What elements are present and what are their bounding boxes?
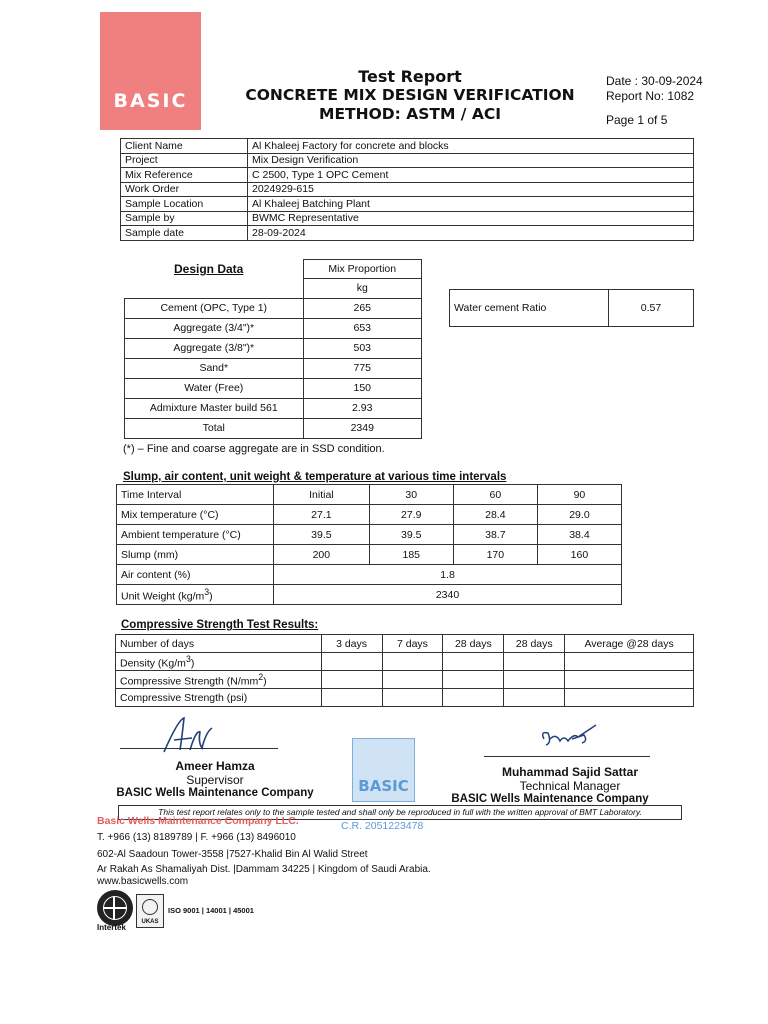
design-row bbox=[125, 358, 422, 378]
design-row bbox=[125, 418, 422, 438]
info-value: Al Khaleej Batching Plant bbox=[248, 197, 694, 212]
intertek-globe-icon bbox=[97, 890, 133, 926]
slump-table bbox=[116, 484, 622, 605]
design-row bbox=[125, 378, 422, 398]
air-content-value: 1.8 bbox=[274, 565, 622, 585]
client-info-table bbox=[120, 138, 694, 241]
slump-cell: 38.4 bbox=[537, 525, 621, 545]
report-date: Date : 30-09-2024 bbox=[606, 74, 703, 88]
slump-cell: 39.5 bbox=[274, 525, 370, 545]
info-row bbox=[121, 211, 694, 226]
info-row bbox=[121, 197, 694, 212]
slump-header-cell: Time Interval bbox=[117, 485, 274, 505]
design-row bbox=[125, 398, 422, 418]
ukas-label: UKAS bbox=[141, 919, 159, 925]
ukas-badge bbox=[136, 894, 164, 928]
left-signature-line bbox=[120, 748, 278, 749]
unit-weight-value: 2340 bbox=[274, 585, 622, 605]
technical-manager-company: BASIC Wells Maintenance Company bbox=[451, 793, 649, 805]
technical-manager-name: Muhammad Sajid Sattar bbox=[501, 765, 639, 779]
info-label: Project bbox=[121, 153, 248, 168]
wc-ratio-value: 0.57 bbox=[609, 290, 694, 327]
slump-section-title: Slump, air content, unit weight & temperature at various time intervals bbox=[123, 471, 507, 483]
design-label: Total bbox=[125, 418, 304, 438]
report-number: Report No: 1082 bbox=[606, 89, 695, 103]
design-row bbox=[125, 318, 422, 338]
logo-text: BASIC bbox=[113, 90, 188, 112]
compressive-header-row bbox=[116, 635, 694, 653]
slump-cell: 39.5 bbox=[369, 525, 453, 545]
slump-header-cell: 60 bbox=[453, 485, 537, 505]
slump-row-label: Ambient temperature (°C) bbox=[117, 525, 274, 545]
compressive-header-cell: Number of days bbox=[116, 635, 322, 653]
stamp-text: BASIC bbox=[358, 777, 409, 795]
report-method: METHOD: ASTM / ACI bbox=[319, 105, 501, 123]
slump-cell: 160 bbox=[537, 545, 621, 565]
technical-manager-signature bbox=[538, 719, 604, 753]
compressive-header-cell: 28 days bbox=[443, 635, 504, 653]
compressive-header-cell: 3 days bbox=[321, 635, 382, 653]
design-value: 2349 bbox=[303, 418, 422, 438]
slump-row bbox=[117, 505, 622, 525]
slump-cell: 185 bbox=[369, 545, 453, 565]
footer-address-1: 602-Al Saadoun Tower-3558 |7527-Khalid Bin Al Walid Street bbox=[97, 849, 368, 860]
company-stamp bbox=[352, 738, 415, 802]
slump-cell: 200 bbox=[274, 545, 370, 565]
intertek-label: Intertek bbox=[97, 923, 126, 932]
info-label: Mix Reference bbox=[121, 168, 248, 183]
info-row bbox=[121, 226, 694, 241]
slump-cell: 27.9 bbox=[369, 505, 453, 525]
slump-row-label: Mix temperature (°C) bbox=[117, 505, 274, 525]
ssd-note: (*) – Fine and coarse aggregate are in SSD condition. bbox=[123, 443, 385, 455]
design-label: Cement (OPC, Type 1) bbox=[125, 298, 304, 318]
info-value: Al Khaleej Factory for concrete and blocks bbox=[248, 139, 694, 154]
design-value: 775 bbox=[303, 358, 422, 378]
supervisor-name: Ameer Hamza bbox=[175, 759, 255, 773]
design-row bbox=[125, 298, 422, 318]
footer-company: Basic Wells Maintenance Company LLC. bbox=[97, 815, 299, 827]
info-row bbox=[121, 153, 694, 168]
company-logo bbox=[100, 12, 201, 130]
strength-nmm-label: Compressive Strength $(N/mm^2)$ bbox=[116, 671, 322, 689]
slump-header-cell: 30 bbox=[369, 485, 453, 505]
info-value: BWMC Representative bbox=[248, 211, 694, 226]
info-label: Client Name bbox=[121, 139, 248, 154]
report-subtitle: CONCRETE MIX DESIGN VERIFICATION bbox=[245, 86, 575, 104]
compressive-table bbox=[115, 634, 694, 707]
strength-psi-label: Compressive Strength (psi) bbox=[116, 689, 322, 707]
page-number: Page 1 of 5 bbox=[606, 113, 668, 127]
slump-row bbox=[117, 525, 622, 545]
info-value: 28-09-2024 bbox=[248, 226, 694, 241]
slump-header-row bbox=[117, 485, 622, 505]
unit-weight-label: Unit Weight $(kg/m^3)$ bbox=[117, 585, 274, 605]
footer-address-2: Ar Rakah As Shamaliyah Dist. |Dammam 34225 | Kingdom of Saudi Arabia. bbox=[97, 864, 431, 875]
design-data-title: Design Data bbox=[174, 262, 244, 276]
design-value: 503 bbox=[303, 338, 422, 358]
air-content-label: Air content (%) bbox=[117, 565, 274, 585]
wc-ratio-table bbox=[449, 289, 694, 327]
compressive-header-cell: Average @28 days bbox=[565, 635, 694, 653]
slump-cell: 38.7 bbox=[453, 525, 537, 545]
slump-cell: 28.4 bbox=[453, 505, 537, 525]
supervisor-signature bbox=[160, 712, 220, 757]
info-row bbox=[121, 182, 694, 197]
info-label: Sample by bbox=[121, 211, 248, 226]
slump-cell: 170 bbox=[453, 545, 537, 565]
info-label: Work Order bbox=[121, 182, 248, 197]
slump-row bbox=[117, 545, 622, 565]
unit-weight-row bbox=[117, 585, 622, 605]
info-row bbox=[121, 168, 694, 183]
stamp-cr-number: C.R. 2051223478 bbox=[341, 820, 424, 832]
compressive-section-title: Compressive Strength Test Results: bbox=[121, 619, 319, 631]
compressive-header-cell: 28 days bbox=[504, 635, 565, 653]
unit-header: kg bbox=[303, 279, 422, 299]
report-title: Test Report bbox=[358, 67, 462, 86]
design-value: 265 bbox=[303, 298, 422, 318]
right-signature-line bbox=[484, 756, 650, 757]
design-value: 2.93 bbox=[303, 398, 422, 418]
footer-website[interactable]: www.basicwells.com bbox=[97, 876, 189, 887]
slump-header-cell: Initial bbox=[274, 485, 370, 505]
slump-cell: 29.0 bbox=[537, 505, 621, 525]
mix-proportion-header: Mix Proportion bbox=[303, 260, 422, 279]
slump-cell: 27.1 bbox=[274, 505, 370, 525]
compressive-header-cell: 7 days bbox=[382, 635, 443, 653]
disclaimer: This test report relates only to the sample tested and shall only be reproduced in full with the written approval of BMT Laboratory. bbox=[118, 805, 682, 820]
slump-header-cell: 90 bbox=[537, 485, 621, 505]
design-label: Admixture Master build 561 bbox=[125, 398, 304, 418]
info-value: 2024929-615 bbox=[248, 182, 694, 197]
design-row bbox=[125, 338, 422, 358]
info-value: C 2500, Type 1 OPC Cement bbox=[248, 168, 694, 183]
info-row bbox=[121, 139, 694, 154]
iso-standards: ISO 9001 | 14001 | 45001 bbox=[168, 906, 254, 915]
info-label: Sample Location bbox=[121, 197, 248, 212]
supervisor-company: BASIC Wells Maintenance Company bbox=[116, 787, 314, 799]
wc-ratio-label: Water cement Ratio bbox=[450, 290, 609, 327]
footer-phone: T. +966 (13) 8189789 | F. +966 (13) 8496010 bbox=[97, 832, 296, 843]
design-label: Aggregate (3/8")* bbox=[125, 338, 304, 358]
design-label: Water (Free) bbox=[125, 378, 304, 398]
design-value: 150 bbox=[303, 378, 422, 398]
info-label: Sample date bbox=[121, 226, 248, 241]
info-value: Mix Design Verification bbox=[248, 153, 694, 168]
supervisor-role: Supervisor bbox=[186, 773, 244, 787]
design-label: Aggregate (3/4")* bbox=[125, 318, 304, 338]
design-data-table bbox=[124, 259, 422, 439]
density-label: Density $(Kg/m^3)$ bbox=[116, 653, 322, 671]
design-value: 653 bbox=[303, 318, 422, 338]
slump-row-label: Slump (mm) bbox=[117, 545, 274, 565]
design-label: Sand* bbox=[125, 358, 304, 378]
air-content-row bbox=[117, 565, 622, 585]
technical-manager-role: Technical Manager bbox=[519, 779, 621, 793]
